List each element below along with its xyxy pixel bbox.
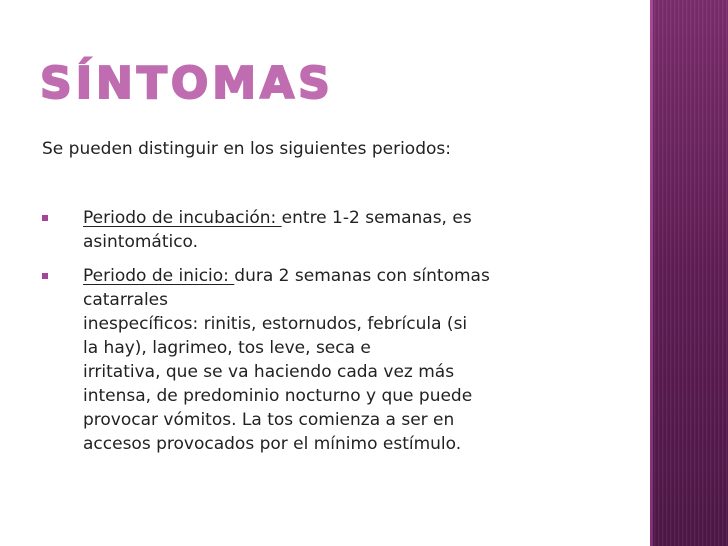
list-item	[42, 206, 617, 254]
list-item-line	[83, 264, 617, 288]
list-item	[42, 264, 617, 456]
list-item-text: accesos provocados por el mínimo estímulo.	[83, 434, 462, 454]
list-item-text: provocar vómitos. La tos comienza a ser en	[83, 410, 455, 430]
intro-text: Se pueden distinguir en los siguientes periodos:	[42, 139, 451, 159]
list-item-label: Periodo de inicio:	[83, 266, 235, 286]
square-bullet-icon	[42, 215, 48, 221]
list-item-text: inespecíficos: rinitis, estornudos, febrícula (si	[83, 314, 468, 334]
list-item-text: irritativa, que se va haciendo cada vez más	[83, 362, 455, 382]
list-item-line	[83, 206, 617, 230]
slide-title: SÍNTOMAS	[40, 58, 334, 109]
list-item-text: dura 2 semanas con síntomas	[234, 266, 490, 286]
list-item-text: asintomático.	[83, 232, 199, 252]
decorative-side-panel	[650, 0, 728, 546]
square-bullet-icon	[42, 273, 48, 279]
panel-edge	[650, 0, 653, 546]
list-item-text: entre 1-2 semanas, es	[281, 208, 472, 228]
list-item-label: Periodo de incubación:	[83, 208, 282, 228]
list-item-text: intensa, de predominio nocturno y que puede	[83, 386, 473, 406]
bullet-list	[42, 206, 617, 466]
list-item-text: la hay), lagrimeo, tos leve, seca e	[83, 338, 371, 358]
list-item-text: catarrales	[83, 290, 168, 310]
